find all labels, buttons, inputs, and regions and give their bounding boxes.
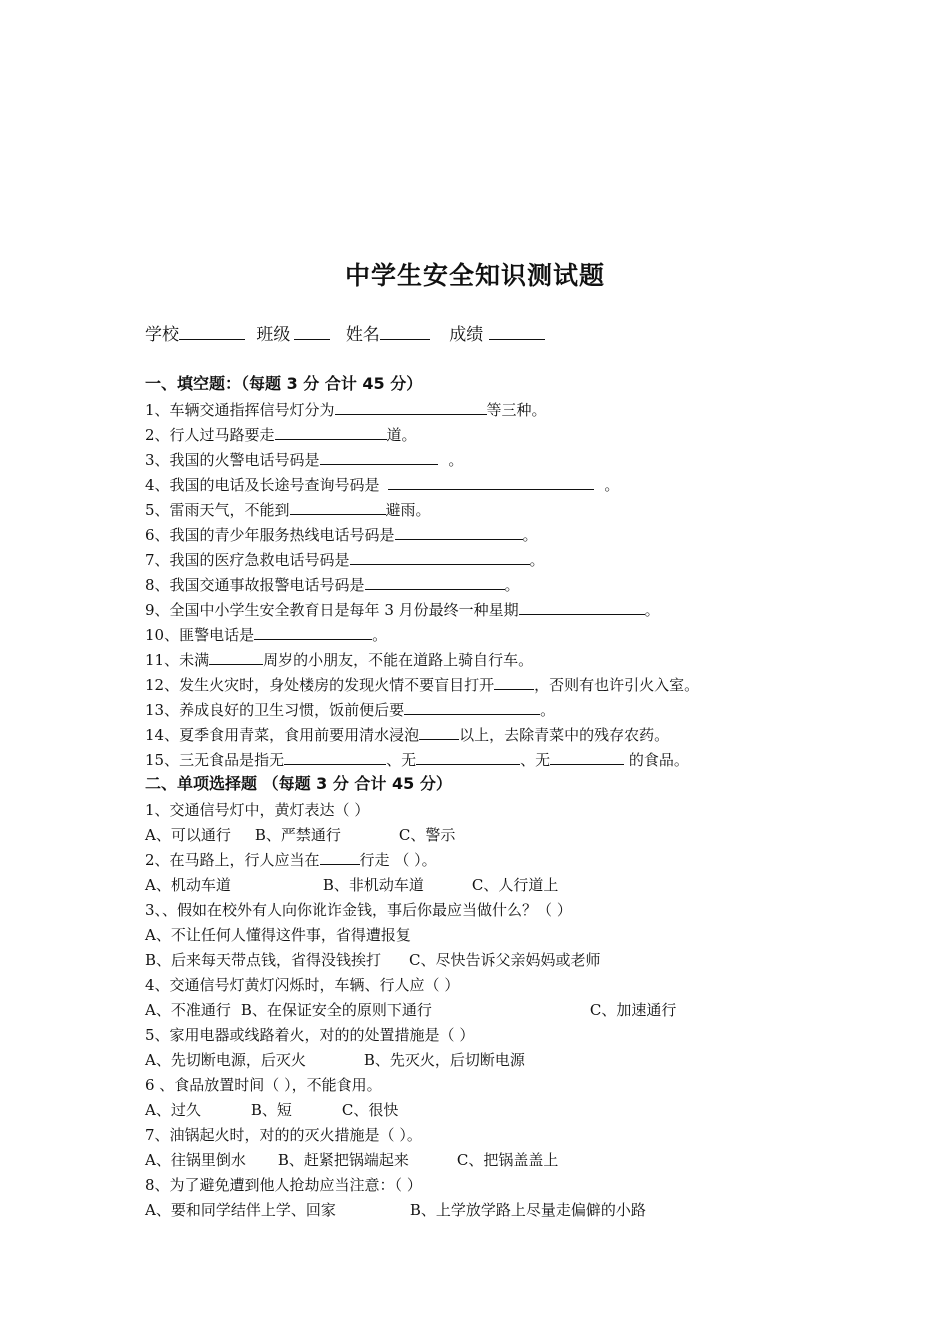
choice-q2: 2、在马路上，行人应当在 行走 （ ）。 [145, 851, 437, 869]
fill-item-13: 13、养成良好的卫生习惯，饭前便后要 。 [145, 701, 556, 719]
page-title: 中学生安全知识测试题 [344, 261, 605, 290]
name-label: 姓名 [345, 325, 380, 345]
choice-q8: 8、为了避免遭到他人抢劫应当注意：（ ） [145, 1176, 422, 1194]
choice-q4: 4、交通信号灯黄灯闪烁时，车辆、行人应（ ） [145, 976, 460, 994]
fill-item-7: 7、我国的医疗急救电话号码是 。 [145, 551, 545, 569]
fill-item-4: 4、我国的电话及长途号查询号码是 。 [145, 476, 620, 494]
score-label: 成绩 [449, 325, 484, 345]
choice-q1-options: A、可以通行 B、严禁通行 C、警示 [145, 826, 456, 844]
choice-q2-options: A、机动车道 B、非机动车道 C、人行道上 [145, 876, 559, 894]
section1-heading: 一、填空题：（每题 3 分 合计 45 分） [145, 374, 423, 393]
choice-q6: 6 、食品放置时间（ ），不能食用。 [145, 1076, 382, 1094]
fill-item-6: 6、我国的青少年服务热线电话号码是 。 [145, 526, 538, 544]
fill-item-8: 8、我国交通事故报警电话号码是 。 [145, 576, 520, 594]
school-label: 学校 [145, 325, 179, 345]
fill-item-10: 10、匪警电话是 。 [145, 626, 388, 644]
fill-item-1: 1、车辆交通指挥信号灯分为 等三种。 [145, 401, 547, 419]
fill-item-9: 9、全国中小学生安全教育日是每年 3 月份最终一种星期 。 [145, 601, 660, 619]
choice-q1: 1、交通信号灯中，黄灯表达（ ） [145, 801, 370, 819]
class-blank [294, 325, 330, 340]
fill-item-15: 15、三无食品是指无 、无 、无 的食品。 [145, 751, 689, 769]
choice-q3-options-bc: B、后来每天带点钱，省得没钱挨打 C、尽快告诉父亲妈妈或老师 [145, 951, 601, 969]
school-blank [179, 325, 245, 340]
fill-item-2: 2、行人过马路要走 道。 [145, 426, 417, 444]
choice-q4-options: A、不准通行 B、在保证安全的原则下通行 C、加速通行 [145, 1001, 677, 1019]
section2-heading: 二、单项选择题 （每题 3 分 合计 45 分） [145, 774, 452, 793]
choice-q7: 7、油锅起火时，对的的灭火措施是（ ）。 [145, 1126, 422, 1144]
choice-q3-option-a: A、不让任何人懂得这件事，省得遭报复 [145, 926, 411, 944]
student-info-line [145, 325, 545, 345]
choice-q8-options: A、要和同学结伴上学、回家 B、上学放学路上尽量走偏僻的小路 [145, 1201, 646, 1219]
choice-q7-options: A、往锅里倒水 B、赶紧把锅端起来 C、把锅盖盖上 [145, 1151, 559, 1169]
choice-q5-options: A、先切断电源，后灭火 B、先灭火，后切断电源 [145, 1051, 525, 1069]
fill-item-3: 3、我国的火警电话号码是 。 [145, 451, 464, 469]
choice-q5: 5、家用电器或线路着火，对的的处置措施是（ ） [145, 1026, 475, 1044]
fill-item-14: 14、夏季食用青菜，食用前要用清水浸泡 以上，去除青菜中的残存农药。 [145, 726, 670, 744]
choice-q6-options: A、过久 B、短 C、很快 [145, 1101, 399, 1119]
fill-item-12: 12、发生火灾时，身处楼房的发现火情不要盲目打开 ，否则有也许引火入室。 [145, 676, 700, 694]
name-blank [380, 325, 430, 340]
fill-item-11: 11、未满 周岁的小朋友，不能在道路上骑自行车。 [145, 651, 534, 669]
score-blank [489, 325, 545, 340]
class-label: 班级 [256, 325, 291, 345]
choice-q3: 3、、假如在校外有人向你讹诈金钱，事后你最应当做什么？（ ） [145, 901, 572, 919]
fill-item-5: 5、雷雨天气，不能到 避雨。 [145, 501, 431, 519]
